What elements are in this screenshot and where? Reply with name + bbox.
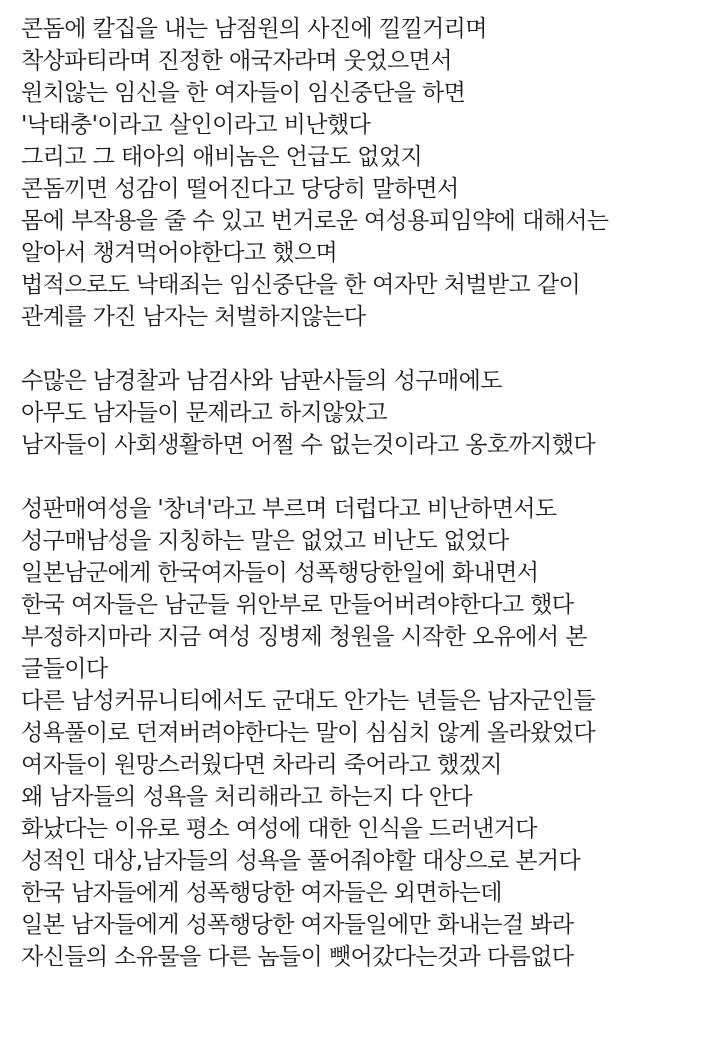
text-line: 부정하지마라 지금 여성 징병제 청원을 시작한 오유에서 본 <box>21 624 587 650</box>
text-line: '낙태충'이라고 살인이라고 비난했다 <box>21 112 371 138</box>
text-line: 한국 남자들에게 성폭행당한 여자들은 외면하는데 <box>21 880 502 906</box>
text-line: 콘돔끼면 성감이 떨어진다고 당당히 말하면서 <box>21 176 459 202</box>
text-line: 성판매여성을 '창녀'라고 부르며 더럽다고 비난하면서도 <box>21 496 557 522</box>
text-line: 몸에 부작용을 줄 수 있고 번거로운 여성용피임약에 대해서는 <box>21 208 609 234</box>
post-body <box>21 13 711 973</box>
text-line: 일본 남자들에게 성폭행당한 여자들일에만 화내는걸 봐라 <box>21 912 574 938</box>
paragraph-2 <box>21 365 711 461</box>
text-line: 착상파티라며 진정한 애국자라며 웃었으면서 <box>21 48 452 74</box>
text-line: 한국 여자들은 남군들 위안부로 만들어버려야한다고 했다 <box>21 592 574 618</box>
text-line: 수많은 남경찰과 남검사와 남판사들의 성구매에도 <box>21 368 502 394</box>
text-line: 왜 남자들의 성욕을 처리해라고 하는지 다 안다 <box>21 784 473 810</box>
text-line: 원치않는 임신을 한 여자들이 임신중단을 하면 <box>21 80 466 106</box>
text-line: 아무도 남자들이 문제라고 하지않았고 <box>21 400 388 426</box>
text-line: 법적으로도 낙태죄는 임신중단을 한 여자만 처벌받고 같이 <box>21 272 581 298</box>
text-line: 화났다는 이유로 평소 여성에 대한 인식을 드러낸거다 <box>21 816 537 842</box>
paragraph-1 <box>21 13 711 333</box>
text-line: 여자들이 원망스러웠다면 차라리 죽어라고 했겠지 <box>21 752 502 778</box>
text-line: 성욕풀이로 던져버려야한다는 말이 심심치 않게 올라왔었다 <box>21 720 596 746</box>
text-line: 다른 남성커뮤니티에서도 군대도 안가는 년들은 남자군인들 <box>21 688 596 714</box>
text-line: 자신들의 소유물을 다른 놈들이 뺏어갔다는것과 다름없다 <box>21 944 574 970</box>
text-line: 일본남군에게 한국여자들이 성폭행당한일에 화내면서 <box>21 560 539 586</box>
text-line: 성적인 대상,남자들의 성욕을 풀어줘야할 대상으로 본거다 <box>21 848 581 874</box>
text-line: 남자들이 사회생활하면 어쩔 수 없는것이라고 옹호까지했다 <box>21 432 596 458</box>
text-line: 관계를 가진 남자는 처벌하지않는다 <box>21 304 366 330</box>
text-line: 알아서 챙겨먹어야한다고 했으며 <box>21 240 338 266</box>
text-line: 성구매남성을 지칭하는 말은 없었고 비난도 없었다 <box>21 528 509 554</box>
text-line: 콘돔에 칼집을 내는 남점원의 사진에 낄낄거리며 <box>21 16 487 42</box>
paragraph-3 <box>21 493 711 973</box>
text-line: 그리고 그 태아의 애비놈은 언급도 없었지 <box>21 144 423 170</box>
text-line: 글들이다 <box>21 656 108 682</box>
